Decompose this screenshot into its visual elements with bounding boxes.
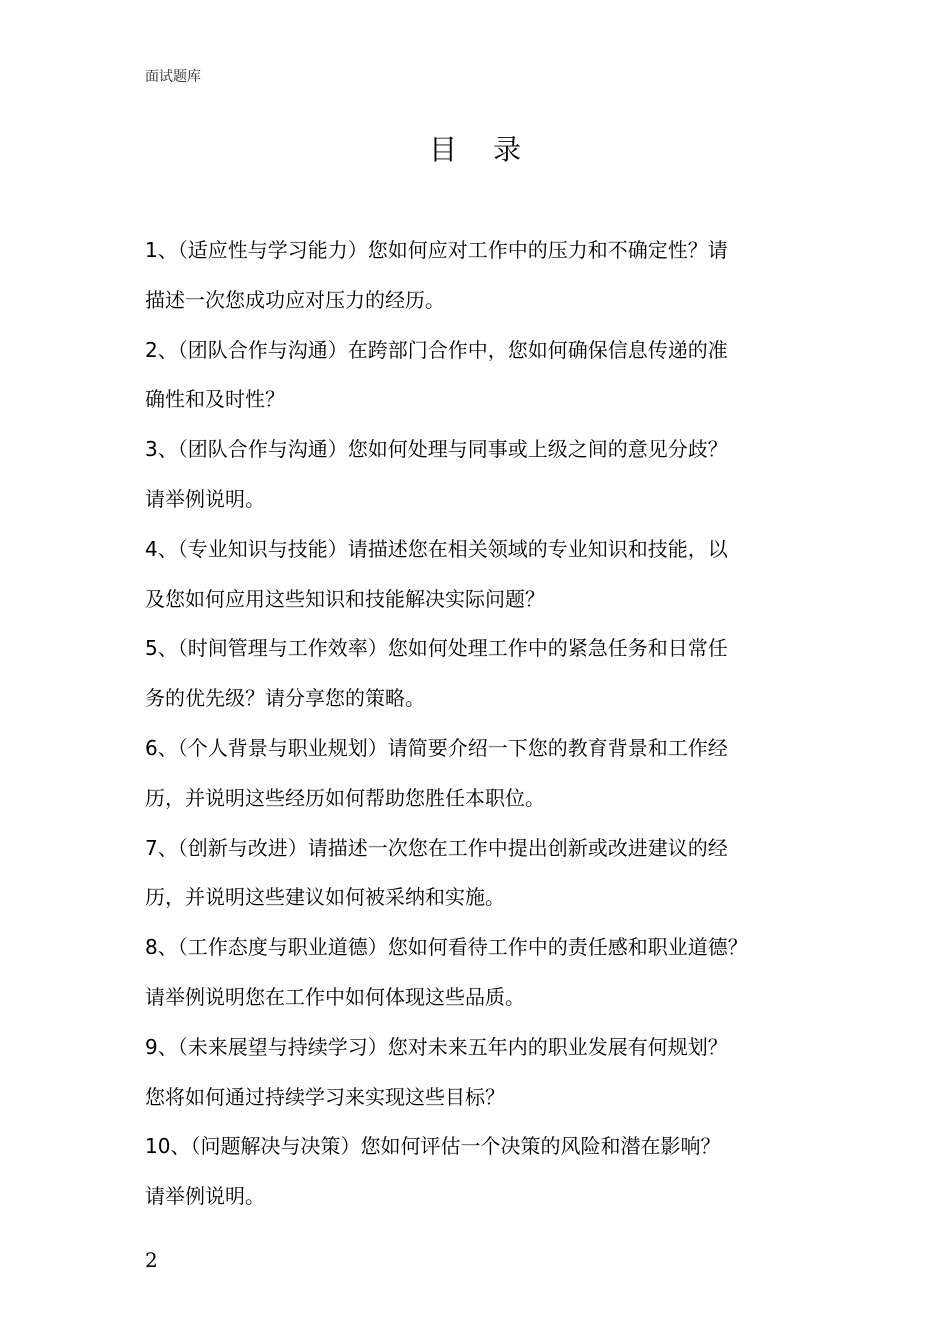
toc-item-line: 9、（未来展望与持续学习）您对未来五年内的职业发展有何规划？ (145, 1034, 728, 1059)
toc-item-2[interactable] (145, 326, 835, 426)
toc-item-6[interactable] (145, 724, 835, 824)
toc-list (145, 226, 835, 1222)
toc-item-line: 及您如何应用这些知识和技能解决实际问题？ (145, 586, 545, 611)
toc-item-1[interactable] (145, 226, 835, 326)
page-header: 面试题库 (145, 69, 201, 85)
toc-item-3[interactable] (145, 425, 835, 525)
toc-item-10[interactable] (145, 1122, 835, 1222)
toc-item-line: 5、（时间管理与工作效率）您如何处理工作中的紧急任务和日常任 (145, 636, 728, 661)
toc-item-4[interactable] (145, 525, 835, 625)
toc-item-line: 2、（团队合作与沟通）在跨部门合作中，您如何确保信息传递的准 (145, 337, 728, 362)
toc-item-line: 历，并说明这些经历如何帮助您胜任本职位。 (145, 785, 545, 810)
toc-item-line: 8、（工作态度与职业道德）您如何看待工作中的责任感和职业道德？ (145, 935, 748, 960)
toc-item-9[interactable] (145, 1023, 835, 1123)
toc-item-line: 请举例说明您在工作中如何体现这些品质。 (145, 984, 525, 1009)
toc-item-line: 确性和及时性？ (145, 387, 285, 412)
toc-item-line: 4、（专业知识与技能）请描述您在相关领域的专业知识和技能，以 (145, 536, 728, 561)
toc-item-line: 6、（个人背景与职业规划）请简要介绍一下您的教育背景和工作经 (145, 735, 728, 760)
toc-item-line: 7、（创新与改进）请描述一次您在工作中提出创新或改进建议的经 (145, 835, 728, 860)
toc-item-line: 请举例说明。 (145, 486, 265, 511)
page-number: 2 (145, 1248, 158, 1272)
toc-item-line: 请举例说明。 (145, 1184, 265, 1209)
toc-item-8[interactable] (145, 923, 835, 1023)
toc-item-line: 务的优先级？请分享您的策略。 (145, 686, 425, 711)
toc-item-line: 您将如何通过持续学习来实现这些目标？ (145, 1084, 505, 1109)
toc-item-7[interactable] (145, 824, 835, 924)
toc-item-line: 1、（适应性与学习能力）您如何应对工作中的压力和不确定性？请 (145, 238, 728, 262)
toc-item-line: 历，并说明这些建议如何被采纳和实施。 (145, 885, 505, 910)
toc-item-line: 3、（团队合作与沟通）您如何处理与同事或上级之间的意见分歧？ (145, 437, 728, 462)
toc-item-line: 10、（问题解决与决策）您如何评估一个决策的风险和潜在影响？ (145, 1134, 721, 1159)
toc-item-5[interactable] (145, 624, 835, 724)
toc-item-line: 描述一次您成功应对压力的经历。 (145, 287, 445, 312)
toc-title: 目录 (428, 133, 557, 166)
